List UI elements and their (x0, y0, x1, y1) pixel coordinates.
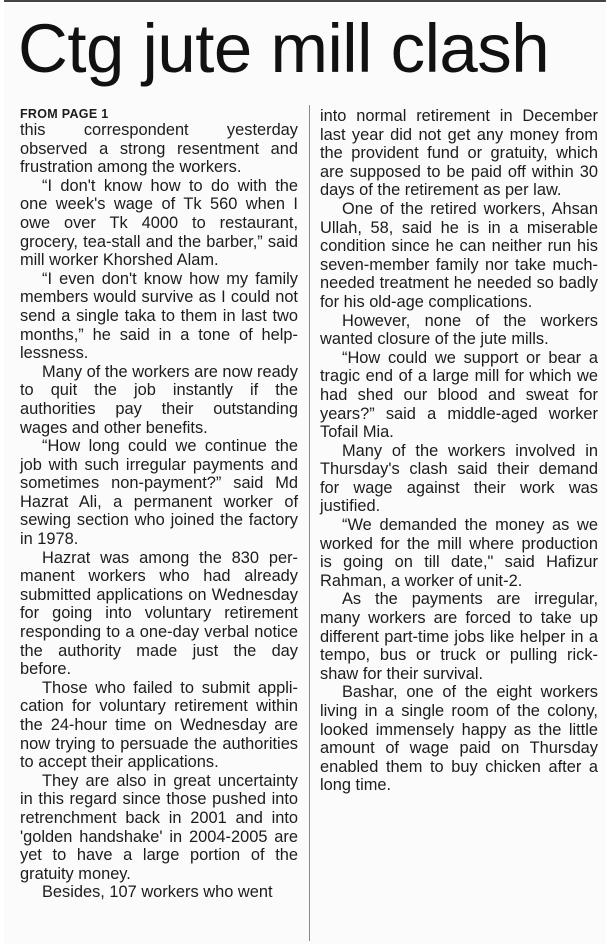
top-rule (4, 0, 606, 2)
paragraph: However, none of the workers wanted closure of the jute mills. (320, 311, 598, 349)
column-divider (309, 105, 310, 941)
paragraph: into normal retirement in December last year did not get any money from the provident fund or gratuity, which are supposed to be paid off within 30 days of the retirement as per law. (320, 107, 598, 200)
paragraph: “How could we support or bear a tragic end of a large mill for which we had shed our blood and sweat for years?” said a middle-aged worker Tofail Mia. (320, 348, 598, 442)
paragraph: “We demanded the money as we worked for the mill where production is going on till date," said Hafizur Rahman, a worker of unit-2. (320, 516, 598, 590)
paragraph: “I don't know how to do with the one week's wage of Tk 560 when I owe over Tk 4000 to restaurant, grocery, tea-stall and the barber,” said mill worker Khorshed Alam. (20, 176, 298, 270)
paragraph: One of the retired workers, Ahsan Ullah, 58, said he is in a miserable condition since he can neither run his seven-member family nor take much-needed treatment he needed so badly for his old-age complications. (320, 199, 598, 311)
headline: Ctg jute mill clash (18, 10, 550, 87)
right-column (320, 107, 598, 795)
kicker: FROM PAGE 1 (20, 107, 109, 121)
paragraph: Besides, 107 workers who went (42, 883, 273, 902)
paragraph: “I even don't know how my family members would survive as I could not send a single taka to them in last two months,” he said in a tone of helplessness. (20, 269, 298, 363)
paragraph: Many of the workers are now ready to quit the job instantly if the authorities pay their outstanding wages and other benefits. (20, 362, 298, 437)
paragraph: Bashar, one of the eight workers living in a single room of the colony, looked immensely happy as the little amount of wage paid on Thursday enabled them to buy chicken after a long time. (320, 683, 598, 795)
left-column (20, 107, 298, 902)
paragraph: They are also in great uncertainty in this regard since those pushed into retrenchment back in 2001 and into 'golden handshake' in 2004-2005 are yet to have a large portion of the gratuity money. (20, 771, 298, 883)
paragraph: As the payments are irregular, many workers are forced to take up different part-time jobs like helper in a tempo, bus or truck or pulling rickshaw for their survival. (320, 590, 598, 683)
paragraph: “How long could we continue the job with such irregular payments and sometimes non-payment?” said Md Hazrat Ali, a permanent worker of sewing section who joined the factory in 1978. (20, 437, 298, 549)
paragraph: Many of the workers involved in Thursday's clash said their demand for wage against their work was justified. (320, 441, 598, 516)
paragraph: this correspondent yesterday observed a strong resentment and frustration among the workers. (20, 121, 298, 177)
paragraph: Hazrat was among the 830 permanent workers who had already submitted applications on Wednesday for going into voluntary retirement responding to a one-day verbal notice the authority made just the day before. (20, 548, 298, 679)
paragraph: Those who failed to submit application for voluntary retirement within the 24-hour time on Wednesday are now trying to persuade the authorities to accept their applications. (20, 678, 298, 772)
